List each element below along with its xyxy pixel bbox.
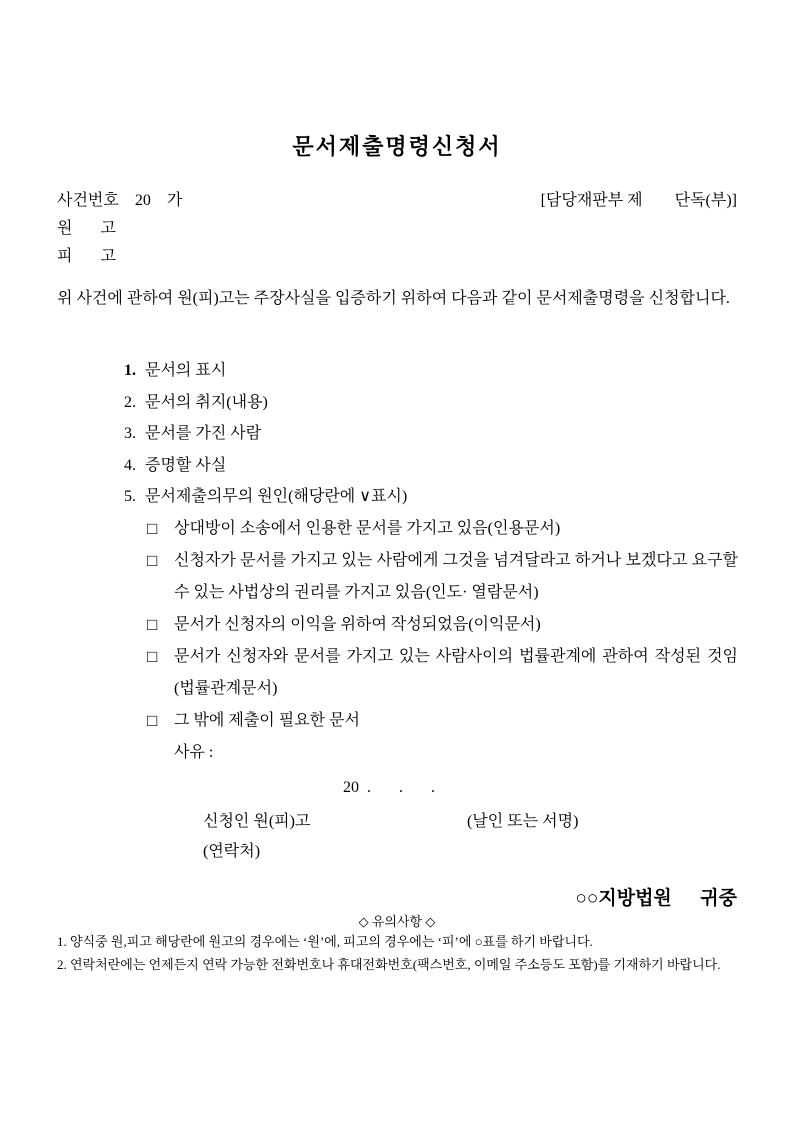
seal-or-signature-label: (날인 또는 서명) [467,813,579,830]
page-title: 문서제출명령신청서 [292,134,502,159]
case-number [57,187,182,210]
item-label: 증명할 사실 [145,456,227,474]
checkbox-icon[interactable]: □ [147,551,158,570]
court-department: [담당재판부 제 단독(부)] [540,192,737,209]
list-item-fact-to-prove [124,456,737,476]
checkbox-icon[interactable]: □ [147,647,158,666]
item-label: 문서의 취지(내용) [145,393,268,411]
item-label: 문서를 가진 사람 [145,425,262,442]
case-number-label: 사건번호 [57,192,119,209]
checkbox-list [147,513,738,769]
contact-label: (연락처) [203,843,261,860]
list-item-document-indication [124,361,737,381]
case-header-row [57,187,737,210]
checkbox-row-legal-relation-document [147,641,738,705]
document-item-list [124,361,737,519]
applicant-label: 신청인 원(피)고 [203,813,311,830]
item-number: 3. [124,425,136,442]
note-item-1: 1. 양식중 원,피고 해당란에 원고의 경우에는 ‘원’에, 피고의 경우에는 ‘피’에 ○표를 하기 바랍니다. [57,934,593,949]
court-name: ○○지방법원 귀중 [575,888,737,909]
checkbox-label: 문서가 신청자와 문서를 가지고 있는 사람사이의 법률관계에 관하여 작성된 것임(법률관계문서) [174,648,738,697]
item-number: 5. [124,488,136,505]
notes-section [57,930,754,976]
item-label: 문서의 표시 [145,362,227,379]
checkbox-row-delivery-inspection-document [147,545,738,609]
checkbox-icon[interactable]: □ [147,519,158,538]
notice-title: ◇ 유의사항 ◇ [358,914,436,929]
checkbox-label: 신청자가 문서를 가지고 있는 사람에게 그것을 넘겨달라고 하거나 보겠다고 요구할 수 있는 사법상의 권리를 가지고 있음(인도· 열람문서) [174,552,738,601]
signature-row [203,808,737,831]
intro-paragraph: 위 사건에 관하여 원(피)고는 주장사실을 입증하기 위하여 다음과 같이 문서제출명령을 신청합니다. [57,290,730,307]
note-item-2: 2. 연락처란에는 언제든지 연락 가능한 전화번호나 휴대전화번호(팩스번호, 이메일 주소등도 포함)를 기재하기 바랍니다. [57,957,721,972]
list-item-duty-cause [124,487,737,507]
item-label: 문서제출의무의 원인(해당란에 ∨표시) [145,488,408,505]
item-number: 1. [124,362,136,379]
checkbox-icon[interactable]: □ [147,615,158,634]
checkbox-label: 상대방이 소송에서 인용한 문서를 가지고 있음(인용문서) [174,520,561,537]
item-number: 4. [124,456,136,474]
checkbox-label: 문서가 신청자의 이익을 위하여 작성되었음(이익문서) [174,616,541,633]
date-line: 20 . . . [343,779,435,796]
case-number-value: 20 가 [118,192,183,209]
reason-label: 사유 : [174,744,214,761]
checkbox-label: 그 밖에 제출이 필요한 문서 [174,712,361,729]
checkbox-icon[interactable]: □ [147,711,158,730]
defendant-row: 피 고 [57,248,116,265]
checkbox-row-cited-document [147,513,738,545]
plaintiff-row: 원 고 [57,220,116,237]
list-item-document-holder [124,424,737,444]
item-number: 2. [124,393,136,411]
list-item-document-purport [124,393,737,413]
checkbox-row-benefit-document [147,609,738,641]
checkbox-row-other-document [147,705,738,737]
